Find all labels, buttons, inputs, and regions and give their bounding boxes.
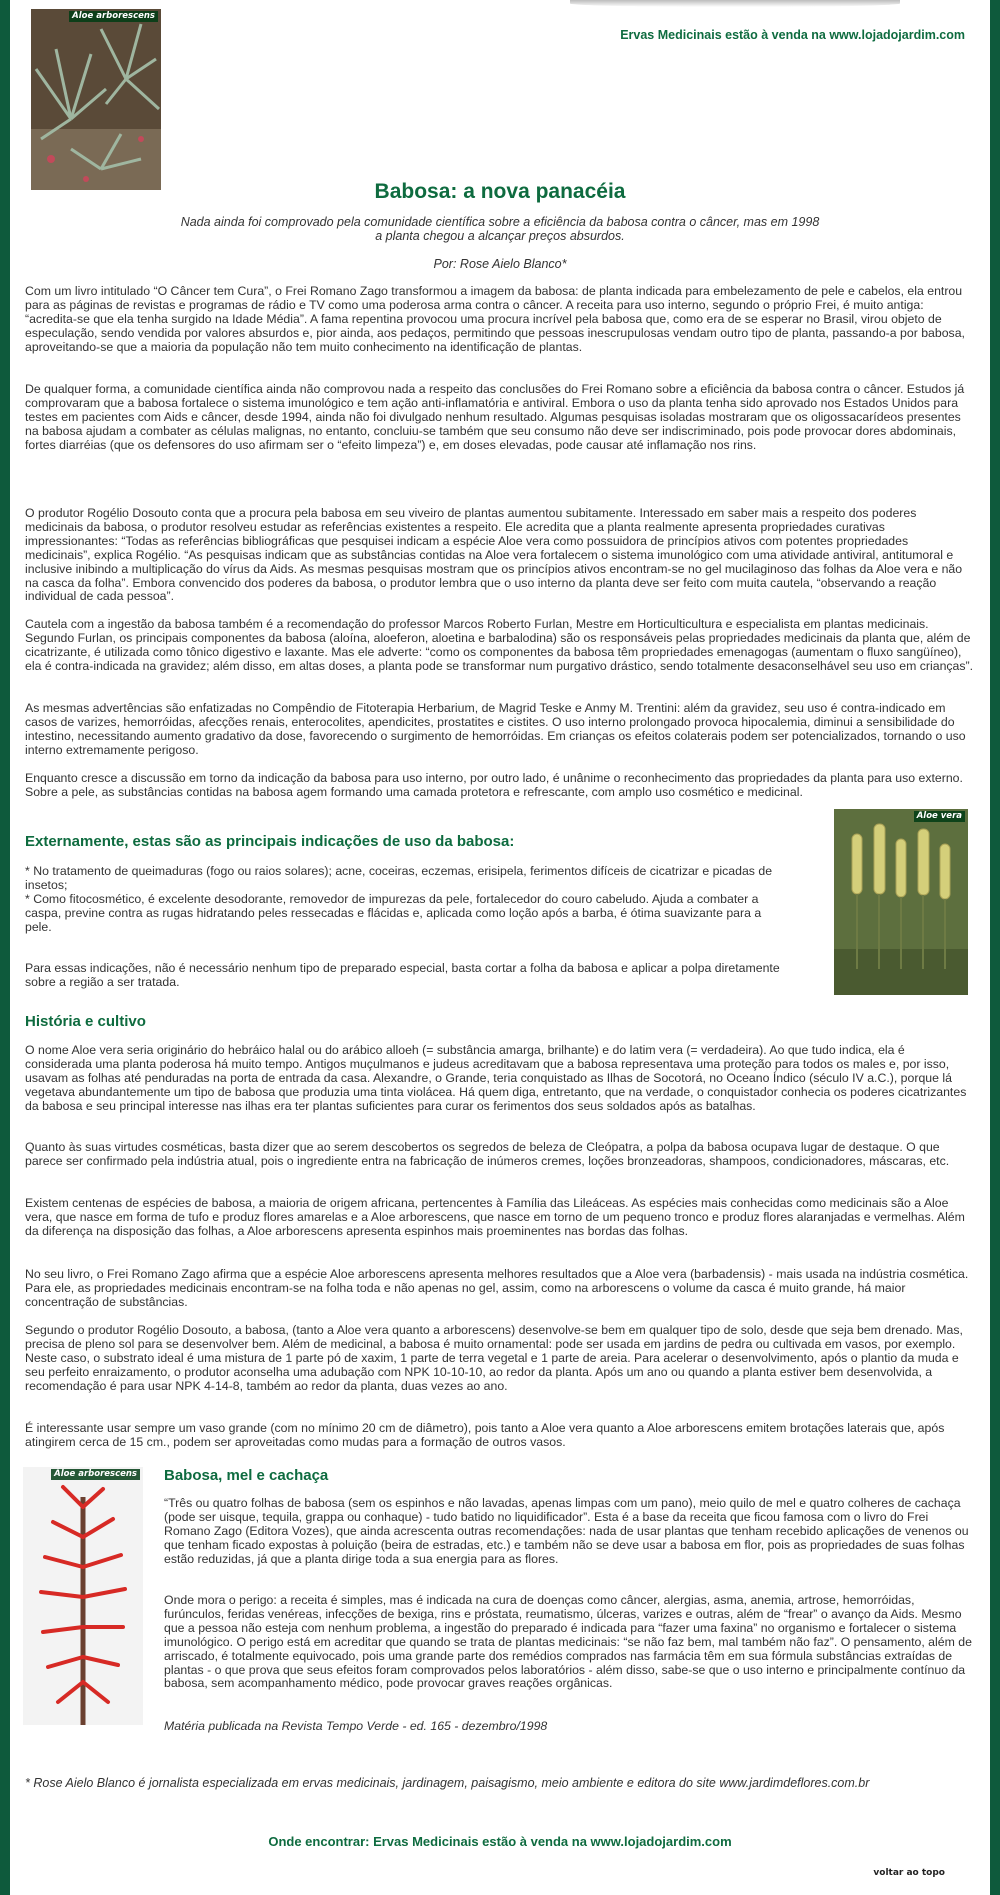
- article-title: Babosa: a nova panacéia: [374, 180, 626, 203]
- aloe-arborescens-photo-bottom: [23, 1467, 143, 1725]
- back-to-top-link[interactable]: voltar ao topo: [873, 1868, 945, 1878]
- author-credit: * Rose Aielo Blanco é jornalista especializada em ervas medicinais, jardinagem, paisagismo, meio ambiente e editora do site www.jardimdeflores.com.br: [25, 1776, 870, 1790]
- article-subtitle: Nada ainda foi comprovado pela comunidade científica sobre a eficiência da babosa contra o câncer, mas em 1998: [180, 215, 820, 229]
- section-heading-external: Externamente, estas são as principais indicações de uso da babosa:: [25, 833, 515, 850]
- article-page: [10, 0, 990, 1895]
- paragraph: Para essas indicações, não é necessário nenhum tipo de preparado especial, basta cortar a folha da babosa e aplicar a polpa diretamente sobre a região a ser tratada.: [25, 961, 780, 989]
- paragraph: As mesmas advertências são enfatizadas no Compêndio de Fitoterapia Herbarium, de Magrid Teske e Anmy M. Trentini: além da gravidez, seu uso é contra-indicado em casos de varizes, hemorróidas, afecções renais, enterocolites, apendicites, prostatites e cistites. O uso interno prolongado provoca hipocalemia, diminui a sensibilidade do intestino, necessitando aumento gradativo da dose, favorecendo o surgimento de hemorróidas. Em crianças os efeitos colaterais podem ser potencializados, tornando o uso interno extremamente perigoso.: [25, 701, 966, 757]
- byline: Por: Rose Aielo Blanco*: [433, 257, 567, 271]
- source-note: Matéria publicada na Revista Tempo Verde - ed. 165 - dezembro/1998: [164, 1719, 548, 1733]
- paragraph: Com um livro intitulado “O Câncer tem Cura”, o Frei Romano Zago transformou a imagem da babosa: de planta indicada para embelezamento de pele e cabelos, ela entrou para as páginas de revistas e programas de rádio e TV como uma poderosa arma contra o câncer. A receita para uso interno, segundo o próprio Frei, é muito antiga: “acredita-se que ela tenha surgido na Idade Média”. A fama repentina provocou uma procura incrível pela babosa que, como era de se esperar no Brasil, virou objeto de especulação, sendo vendida por valores absurdos e, pior ainda, aos pedaços, permitindo que pessoas inescrupulosas vendam outro tipo de planta, passando-a por babosa, aproveitando-se que a maioria da população não tem muito conhecimento na identificação de plantas.: [25, 284, 965, 354]
- photo-caption: Aloe arborescens: [69, 11, 158, 22]
- where-to-buy-link[interactable]: Onde encontrar: Ervas Medicinais estão à venda na www.lojadojardim.com: [268, 1834, 732, 1849]
- paragraph: O nome Aloe vera seria originário do hebráico halal ou do arábico alloeh (= substância amarga, brilhante) e do latim vera (= verdadeira). Ao que tudo indica, ela é considerada uma planta poderosa há muito tempo. Antigos muçulmanos e judeus acreditavam que a babosa representava uma proteção para todos os males e, por isso, usavam as folhas até penduradas na porta de entrada da casa. Alexandre, o Grande, teria conquistado as Ilhas de Socotorá, no Oceano Índico (século IV a.C.), porque lá vegetava abundantemente um tipo de babosa que produzia uma tinta violácea. Há quem diga, entretanto, que na verdade, o conquistador conhecia os poderes cicatrizantes da babosa e seu principal interesse nas ilhas era ter plantas suficientes para curar os ferimentos dos seus soldados após as batalhas.: [25, 1043, 967, 1113]
- paragraph: Quanto às suas virtudes cosméticas, basta dizer que ao serem descobertos os segredos de beleza de Cleópatra, a polpa da babosa ocupava lugar de destaque. O que parece ser confirmado pela indústria atual, pois o ingrediente entra na fabricação de inúmeros cremes, loções bronzeadoras, shampoos, condicionadores, máscaras, etc.: [25, 1140, 950, 1168]
- paragraph: É interessante usar sempre um vaso grande (com no mínimo 20 cm de diâmetro), pois tanto a Aloe vera quanto a Aloe arborescens emitem brotações laterais que, após atingirem cerca de 15 cm., podem ser aproveitadas como mudas para a formação de outros vasos.: [25, 1421, 945, 1449]
- paragraph: “Três ou quatro folhas de babosa (sem os espinhos e não lavadas, apenas limpas com um pano), meio quilo de mel e quatro colheres de cachaça (pode ser uisque, tequila, grappa ou conhaque) - tudo batido no liquidificador”. Esta é a base da receita que ficou famosa com o livro do Frei Romano Zago (Editora Vozes), que ainda acrescenta outras recomendações: nada de usar plantas que tenham recebido aplicações de venenos ou que tenham ficado expostas à poluição (beira de estradas, etc.) e também não se deve usar a babosa em flor, pois as propriedades de suas folhas estão reduzidas, já que a planta dirige toda a sua energia para as flores.: [164, 1496, 969, 1566]
- photo-caption: Aloe arborescens: [51, 1469, 140, 1480]
- section-heading-recipe: Babosa, mel e cachaça: [164, 1467, 329, 1484]
- photo-caption: Aloe vera: [914, 811, 965, 822]
- paragraph: Enquanto cresce a discussão em torno da indicação da babosa para uso interno, por outro lado, é unânime o reconhecimento das propriedades da planta para uso externo. Sobre a pele, as substâncias contidas na babosa agem formando uma camada protetora e refrescante, com amplo uso cosmético e medicinal.: [25, 771, 963, 799]
- aloe-arborescens-photo-top: [31, 9, 161, 190]
- paragraph: No seu livro, o Frei Romano Zago afirma que a espécie Aloe arborescens apresenta melhores resultados que a Aloe vera (barbadensis) - mais usada na indústria cosmética. Para ele, as propriedades medicinais encontram-se na folha toda e não apenas no gel, assim, como na arborescens o volume da casca é muito grande, há maior concentração de substâncias.: [25, 1267, 969, 1309]
- top-store-link[interactable]: Ervas Medicinais estão à venda na www.lojadojardim.com: [620, 28, 965, 42]
- paragraph: Onde mora o perigo: a receita é simples, mas é indicada na cura de doenças como câncer, alergias, asma, anemia, artrose, hemorróidas, furúnculos, feridas venéreas, infecções de bexiga, rins e próstata, reumatismo, úlceras, varizes e outras, além de “frear” o avanço da Aids. Mesmo que a pessoa não esteja com nenhum problema, a ingestão do preparado é indicada para “fazer uma faxina” no organismo e fortalecer o sistema imunológico. O perigo está em acreditar que quando se trata de plantas medicinais: “se não faz bem, mal também não faz”. O pensamento, além de arriscado, é totalmente equivocado, pois uma grande parte dos remédios comprados nas farmácia têm em sua fórmula substâncias extraídas de plantas - o que prova que seus efeitos foram comprovados pelos laboratórios - além disso, sabe-se que o uso interno e principalmente contínuo da babosa, sem acompanhamento médico, pode provocar graves reações orgânicas.: [164, 1593, 972, 1691]
- aloe-vera-photo: [834, 809, 968, 995]
- paragraph: Cautela com a ingestão da babosa também é a recomendação do professor Marcos Roberto Furlan, Mestre em Horticulticultura e especialista em plantas medicinais. Segundo Furlan, os principais componentes da babosa (aloína, aloeferon, aloetina e barbalodina) são os responsáveis pelas propriedades medicinais da planta que, além de cicatrizante, é utilizada como tônico digestivo e laxante. Mas ele adverte: “como os componentes da babosa têm propriedades emenagogas (aumentam o fluxo sangüíneo), ela é contra-indicada na gravidez; além disso, em altas doses, a planta pode se transformar num purgativo drástico, sendo totalmente desaconselhável seu uso em crianças”.: [25, 617, 974, 673]
- article-subtitle-2: a planta chegou a alcançar preços absurdos.: [375, 229, 625, 243]
- paragraph: Existem centenas de espécies de babosa, a maioria de origem africana, pertencentes à Família das Lileáceas. As espécies mais conhecidas como medicinais são a Aloe vera, que nasce em forma de tufo e produz flores amarelas e a Aloe arborescens, que nasce em torno de um pequeno tronco e produz flores alaranjadas e vermelhas. Além da diferença na disposição das folhas, a Aloe arborescens apresenta espinhos mais proeminentes nas bordas das folhas.: [25, 1196, 965, 1238]
- paragraph: Segundo o produtor Rogélio Dosouto, a babosa, (tanto a Aloe vera quanto a arborescens) desenvolve-se bem em qualquer tipo de solo, desde que seja bem drenado. Mas, precisa de pleno sol para se desenvolver bem. Além de medicinal, a babosa é muito ornamental: pode ser usada em jardins de pedra ou cultivada em vasos, por exemplo. Neste caso, o substrato ideal é uma mistura de 1 parte pó de xaxim, 1 parte de terra vegetal e 1 parte de areia. Para acelerar o desenvolvimento, após o plantio da muda e seu perfeito enraizamento, o produtor aconselha uma adubação com NPK 10-10-10, ao redor da planta. Após um ano ou quando a planta estiver bem desenvolvida, a recomendação é para usar NPK 4-14-8, também ao redor da planta, duas vezes ao ano.: [25, 1323, 963, 1393]
- list-item: * No tratamento de queimaduras (fogo ou raios solares); acne, coceiras, eczemas, erisipela, ferimentos difíceis de cicatrizar e picadas de insetos;: [25, 864, 773, 892]
- top-shadow: [570, 0, 900, 7]
- paragraph: O produtor Rogélio Dosouto conta que a procura pela babosa em seu viveiro de plantas aumentou subitamente. Interessado em saber mais a respeito dos poderes medicinais da babosa, o produtor resolveu estudar as referências existentes a respeito. Ele acredita que a planta realmente apresenta propriedades curativas impressionantes: “Todas as referências bibliográficas que pesquisei indicam a espécie Aloe vera como possuidora de princípios ativos com potentes propriedades medicinais”, explica Rogélio. “As pesquisas indicam que as substâncias contidas na Aloe vera fortalecem o sistema imunológico com uma atividade antiviral, antitumoral e inclusive inibindo a multiplicação do vírus da Aids. As mesmas pesquisas mostram que os princípios ativos encontram-se no gel mucilaginoso das folhas da Aloe vera e não na casca da folha”. Embora convencido dos poderes da babosa, o produtor lembra que o uso interno da planta deve ser feito com muita cautela, “observando a reação individual de cada pessoa”.: [25, 506, 963, 604]
- list-item: * Como fitocosmético, é excelente desodorante, removedor de impurezas da pele, fortalecedor do couro cabeludo. Ajuda a combater a caspa, previne contra as rugas hidratando peles ressecadas e flácidas e, aplicada como loção após a barba, é ótima suavizante para a pele.: [25, 892, 762, 934]
- paragraph: De qualquer forma, a comunidade científica ainda não comprovou nada a respeito das conclusões do Frei Romano sobre a eficiência da babosa contra o câncer. Estudos já comprovaram que a babosa fortalece o sistema imunológico e tem ação anti-inflamatória e antiviral. Embora o uso da planta tenha sido aprovado nos Estados Unidos para testes em pacientes com Aids e câncer, desde 1994, ainda não foi divulgado nenhum resultado. Algumas pesquisas isoladas mostraram que os oligossacarídeos presentes na babosa ajudam a combater as células malignas, no entanto, concluiu-se também que seu consumo não deve ser indiscriminado, pois pode provocar dores abdominais, fortes diarréias (que os defensores do uso afirmam ser o “efeito limpeza”) e, em doses elevadas, pode causar até inflamação nos rins.: [25, 382, 965, 452]
- section-heading-history: História e cultivo: [25, 1013, 146, 1030]
